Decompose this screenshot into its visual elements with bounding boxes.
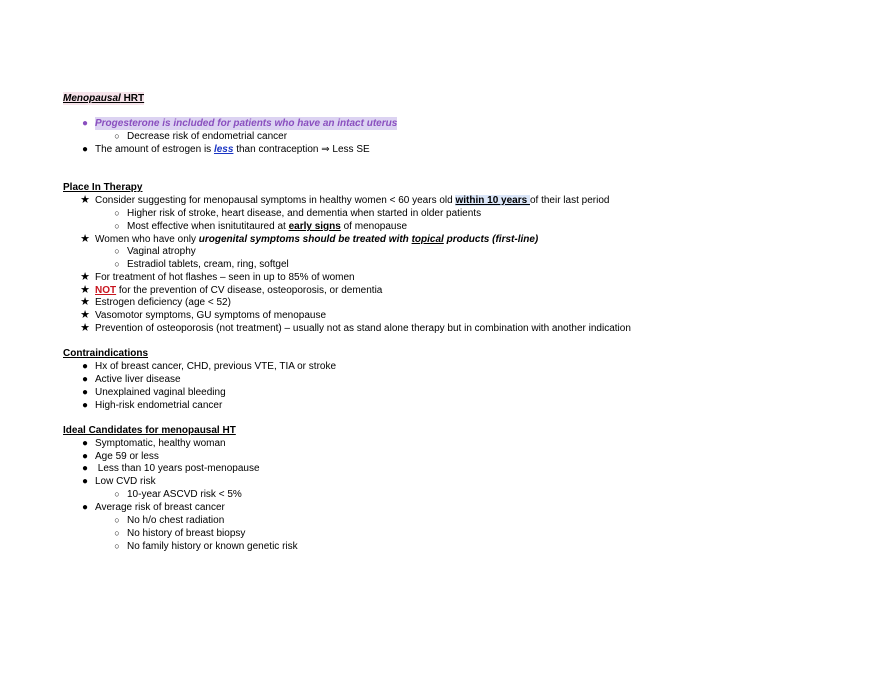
place-item-text: Prevention of osteoporosis (not treatment) – usually not as stand alone therapy but in combination with another indication	[95, 323, 631, 334]
contra-item-text: High-risk endometrial cancer	[95, 400, 223, 411]
place-subitem-text: Higher risk of stroke, heart disease, and dementia when started in older patients	[127, 208, 482, 219]
ideal-item-text: Less than 10 years post-menopause	[95, 463, 260, 474]
contra-item-text: Hx of breast cancer, CHD, previous VTE, TIA or stroke	[95, 361, 337, 372]
star-marker: ★	[80, 284, 90, 296]
text-segment: of menopause	[340, 221, 408, 232]
subbullet-marker: ○	[114, 489, 120, 499]
place-subitem-text: Vaginal atrophy	[127, 246, 196, 257]
text-segment: for the prevention of CV disease, osteoporosis, or dementia	[116, 285, 383, 296]
text-segment: Most effective when isnitutitaured at	[127, 221, 289, 232]
ideal-item-text: Symptomatic, healthy woman	[95, 438, 226, 449]
emphasis-early-signs: early signs	[288, 221, 341, 232]
bullet-marker: ●	[81, 118, 89, 129]
bullet-marker: ●	[81, 451, 89, 462]
star-marker: ★	[80, 296, 90, 308]
bullet-marker: ●	[81, 374, 89, 385]
text-segment: of their last period	[529, 195, 610, 206]
place-subitem-text: Estradiol tablets, cream, ring, softgel	[127, 259, 289, 270]
bullet-marker: ●	[81, 502, 89, 513]
place-subitem-text	[127, 220, 407, 233]
contra-item-text: Active liver disease	[95, 374, 181, 385]
text-segment: The amount of estrogen is	[95, 144, 214, 155]
bullet-marker: ●	[81, 387, 89, 398]
bullet-marker: ●	[81, 400, 89, 411]
ideal-item-text: Age 59 or less	[95, 451, 159, 462]
subbullet-marker: ○	[114, 221, 120, 231]
emphasis-first-line: products (first-line)	[443, 234, 539, 245]
intro-subbullet-text: Decrease risk of endometrial cancer	[127, 131, 288, 142]
place-item-text: Vasomotor symptoms, GU symptoms of menopause	[95, 310, 327, 321]
emphasis-less: less	[213, 144, 234, 155]
emphasis-within-10-years: within 10 years	[455, 195, 530, 206]
bullet-marker: ●	[81, 476, 89, 487]
ideal-subitem-text: No history of breast biopsy	[127, 528, 246, 539]
text-segment: Women who have only	[95, 234, 199, 245]
subbullet-marker: ○	[114, 515, 120, 525]
star-marker: ★	[80, 233, 90, 245]
place-item-text: Estrogen deficiency (age < 52)	[95, 297, 231, 308]
heading-contraindications: Contraindications	[63, 348, 149, 359]
star-marker: ★	[80, 322, 90, 334]
ideal-item-text: Average risk of breast cancer	[95, 502, 225, 513]
bullet-marker: ●	[81, 144, 89, 155]
emphasis-topical: topical	[411, 234, 444, 245]
bullet-marker: ●	[81, 463, 89, 474]
ideal-subitem-text: No family history or known genetic risk	[127, 541, 298, 552]
heading-ideal-candidates: Ideal Candidates for menopausal HT	[63, 425, 236, 436]
subbullet-marker: ○	[114, 541, 120, 551]
ideal-subitem-text: No h/o chest radiation	[127, 515, 225, 526]
star-marker: ★	[80, 309, 90, 321]
intro-bullet-text	[95, 143, 370, 156]
intro-bullet-text: Progesterone is included for patients who have an intact uterus	[95, 118, 398, 129]
title-italic-part: Menopausal	[63, 93, 121, 104]
star-marker: ★	[80, 271, 90, 283]
ideal-item-text: Low CVD risk	[95, 476, 156, 487]
subbullet-marker: ○	[114, 208, 120, 218]
place-item-text	[95, 194, 609, 207]
bullet-marker: ●	[81, 438, 89, 449]
title-rest: HRT	[120, 93, 145, 104]
ideal-subitem-text: 10-year ASCVD risk < 5%	[127, 489, 242, 500]
heading-place-in-therapy: Place In Therapy	[63, 182, 143, 193]
place-item-text: For treatment of hot flashes – seen in up to 85% of women	[95, 272, 355, 283]
text-segment: Consider suggesting for menopausal symptoms in healthy women < 60 years old	[95, 195, 456, 206]
subbullet-marker: ○	[114, 259, 120, 269]
bullet-marker: ●	[81, 361, 89, 372]
subbullet-marker: ○	[114, 131, 120, 141]
document-title	[63, 92, 144, 105]
emphasis-not: NOT	[95, 285, 117, 296]
star-marker: ★	[80, 194, 90, 206]
subbullet-marker: ○	[114, 528, 120, 538]
emphasis-urogenital: urogenital symptoms should be treated with	[198, 234, 412, 245]
text-segment: than contraception ⇒ Less SE	[233, 144, 370, 155]
contra-item-text: Unexplained vaginal bleeding	[95, 387, 226, 398]
subbullet-marker: ○	[114, 246, 120, 256]
